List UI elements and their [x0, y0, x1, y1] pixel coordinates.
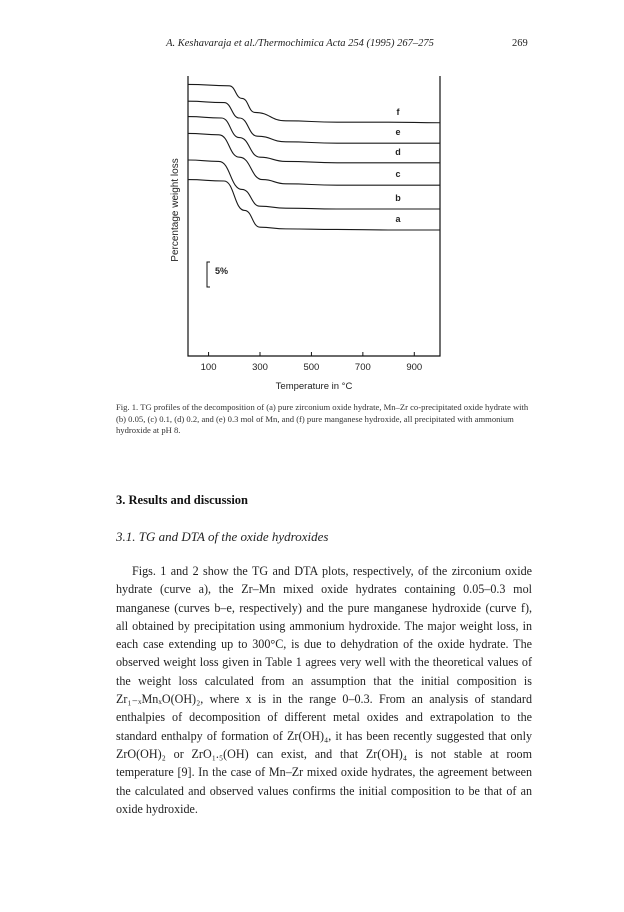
curve-label-d: d: [395, 146, 401, 157]
curve-label-f: f: [396, 106, 400, 117]
x-tick-label: 700: [354, 362, 371, 373]
x-tick-label: 500: [303, 362, 320, 373]
figure-caption: Fig. 1. TG profiles of the decomposition of (a) pure zirconium oxide hydrate, Mn–Zr co-precipitated oxide hydrate with (b) 0.05, (c) 0.1, (d) 0.2, and (e) 0.3 mol of Mn, and (f) pure manganese hydroxide, all precipitated with ammonium hydroxide at pH 8.: [116, 402, 529, 435]
curve-label-a: a: [395, 214, 401, 224]
tg-curve-a: [188, 180, 440, 230]
y-axis-label: Percentage weight loss: [170, 158, 181, 262]
plot-frame: [188, 76, 440, 356]
curve-label-c: c: [395, 169, 401, 180]
tg-curves: [188, 84, 440, 230]
scale-bar-bracket: [207, 262, 210, 287]
plot-axes: [188, 76, 440, 356]
x-tick-labels: [201, 352, 423, 373]
subsection-heading: 3.1. TG and DTA of the oxide hydroxides: [116, 529, 329, 544]
tg-figure: [0, 0, 624, 400]
body-paragraph: Figs. 1 and 2 show the TG and DTA plots, respectively, of the zirconium oxide hydrate (curve a), the Zr–Mn mixed oxide hydrates containing 0.05–0.3 mol manganese (curves b–e, respectively) and the pure manganese hydroxide (curve f), all obtained by precipitation using ammonium hydroxide. The major weight loss, in each case extending up to 300°C, is due to dehydration of the oxide hydrate. The observed weight loss given in Table 1 agrees very well with the theoretical values of the weight loss calculated from an assumption that the initial composition is Zr₁₋ₓMnₓO(OH)₂, where x is in the range 0–0.3. From an analysis of standard enthalpies of decomposition of different metal oxides and extrapolation to the standard enthalpy of formation of Zr(OH)₄, it has been recently suggested that only ZrO(OH)₂ or ZrO₁.₅(OH) can exist, and that Zr(OH)₄ is not stable at room temperature [9]. In the case of Mn–Zr mixed oxide hydrates, the agreement between the calculated and observed values confirms the initial composition to be that of an oxide hydroxide.: [116, 564, 532, 816]
section-heading: 3. Results and discussion: [116, 493, 248, 507]
curve-label-b: b: [395, 193, 401, 203]
x-axis-label: Temperature in °C: [275, 381, 353, 392]
running-header: A. Keshavaraja et al./Thermochimica Acta 254 (1995) 267–275: [166, 38, 434, 49]
curve-label-e: e: [395, 127, 401, 138]
scale-bar-label: 5%: [215, 266, 229, 276]
x-tick-label: 900: [406, 362, 423, 373]
tg-curve-c: [188, 133, 440, 185]
x-tick-label: 100: [200, 362, 217, 373]
x-tick-label: 300: [252, 362, 268, 373]
scale-bar: [207, 262, 228, 287]
page-number: 269: [512, 38, 528, 49]
